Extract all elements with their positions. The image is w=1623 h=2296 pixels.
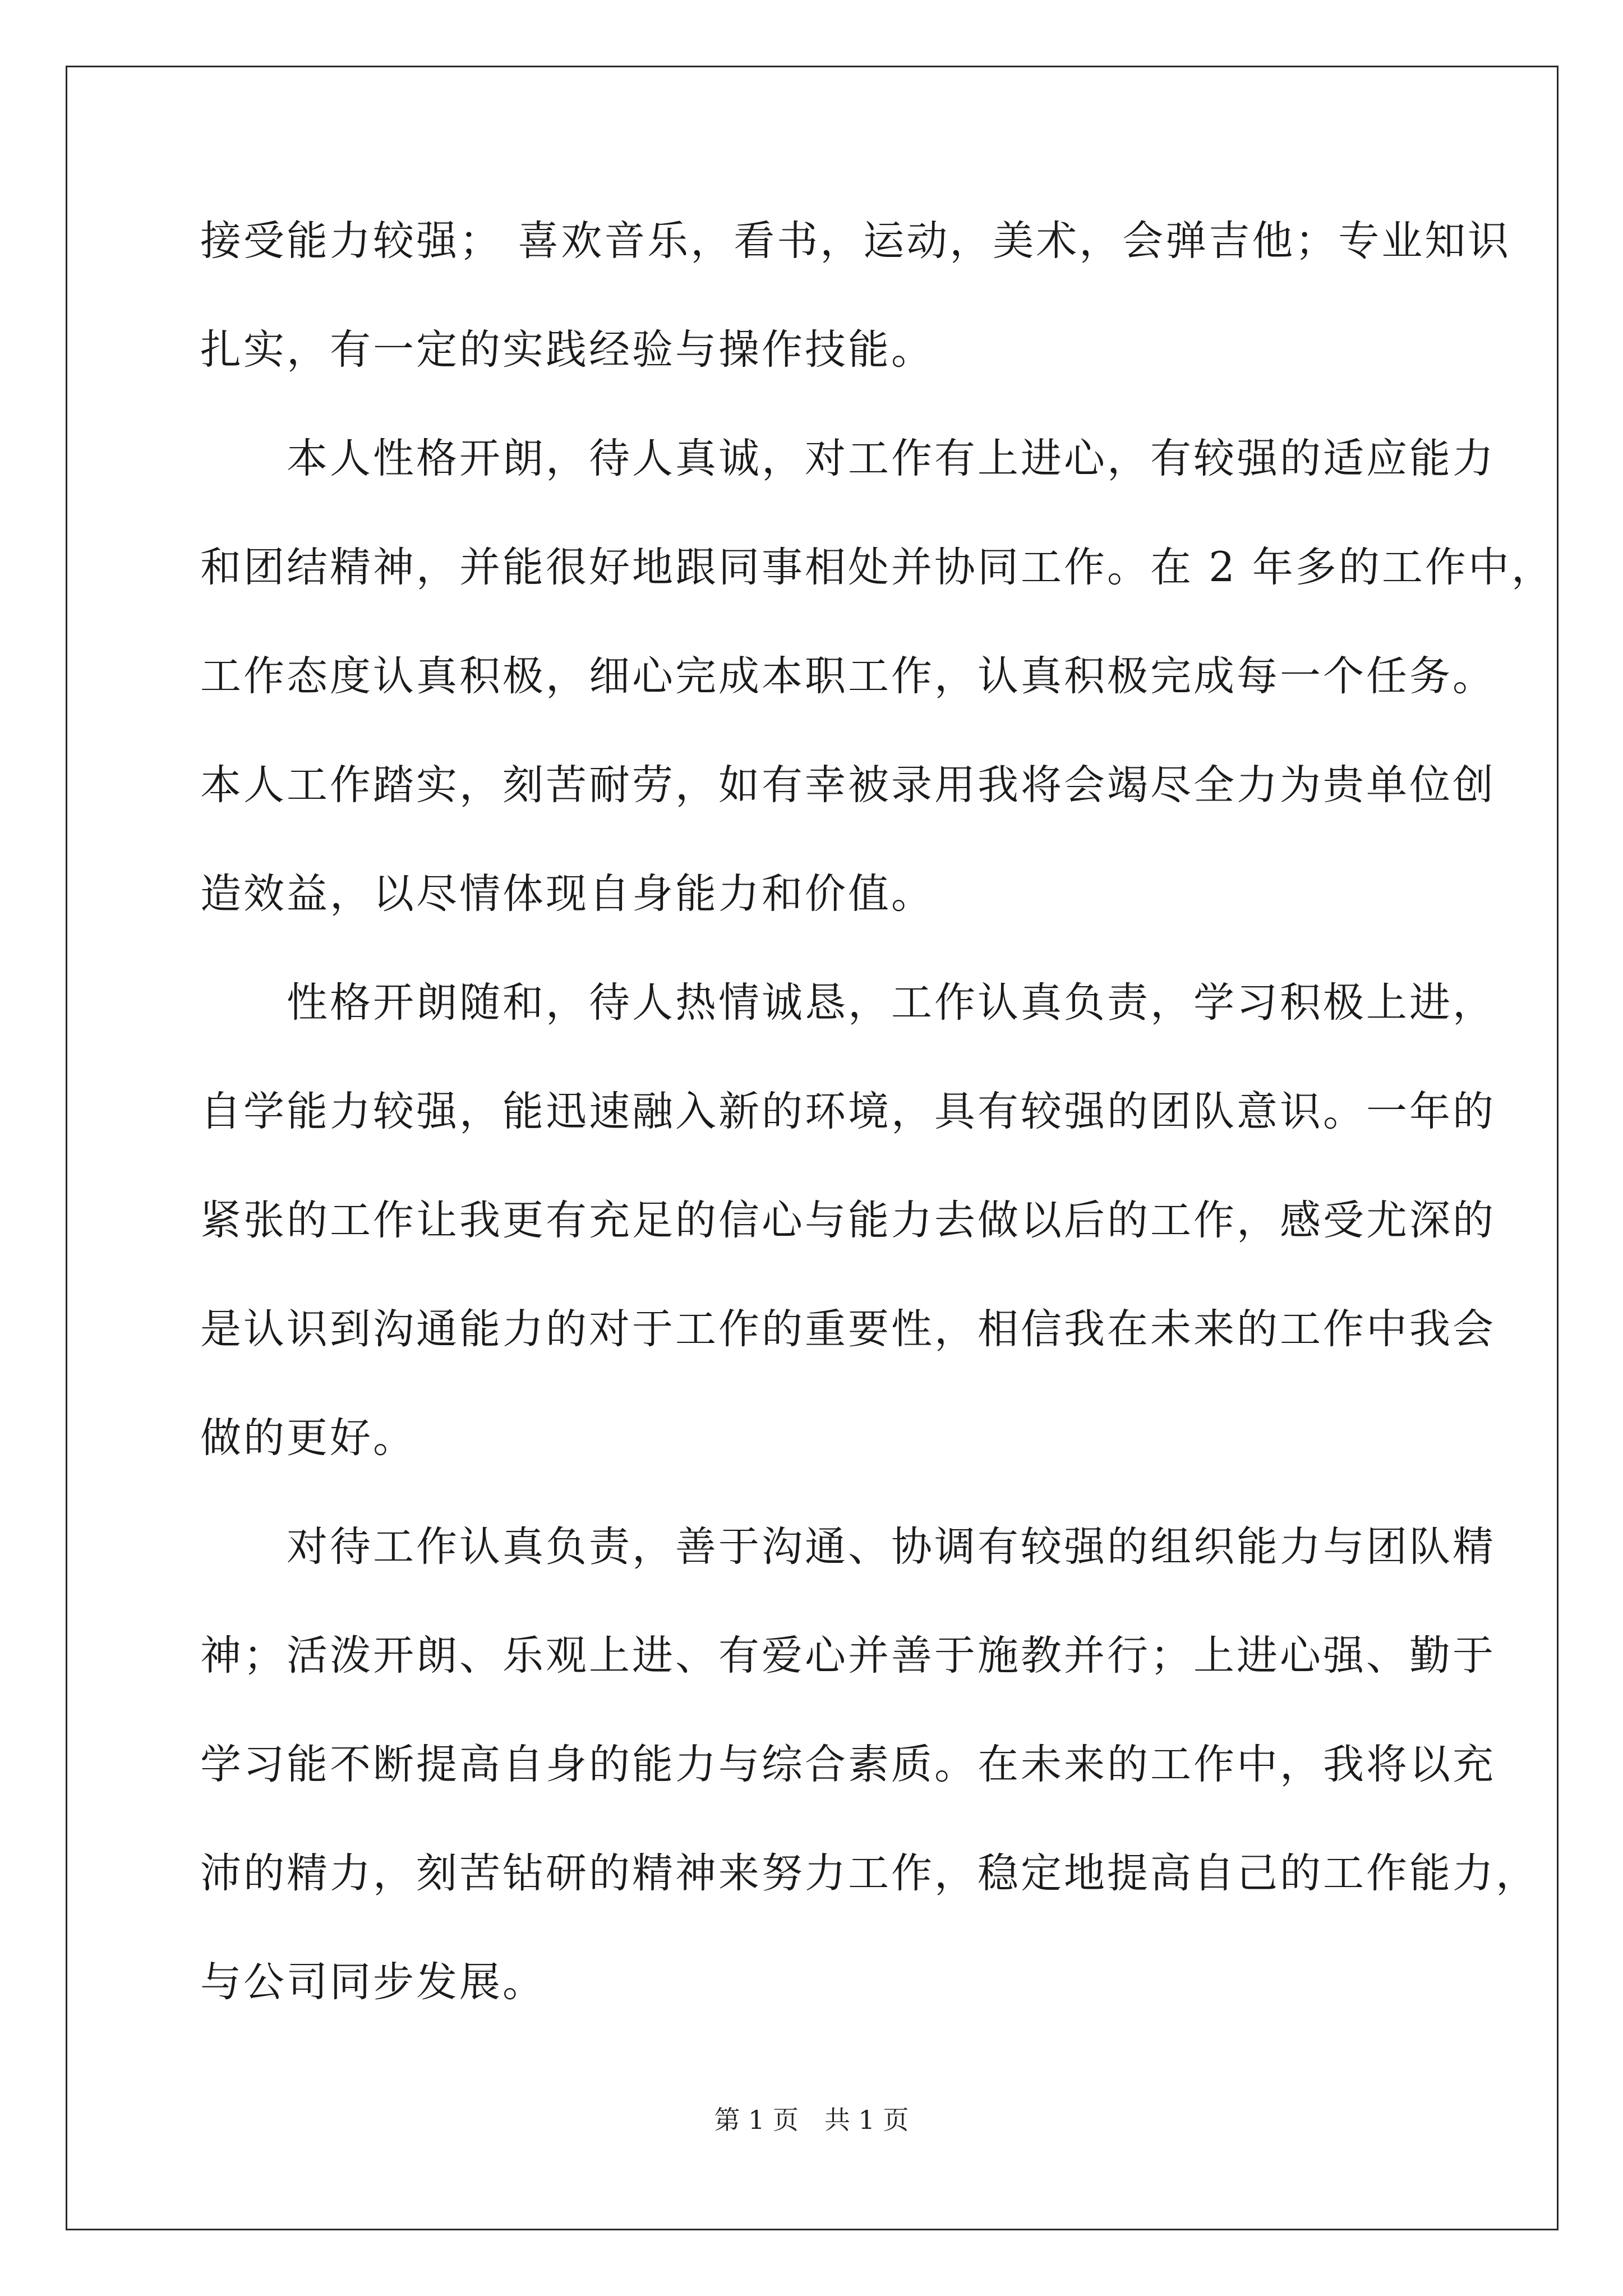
text-line: 本人工作踏实，刻苦耐劳，如有幸被录用我将会竭尽全力为贵单位创 bbox=[200, 761, 1496, 809]
text-line: 沛的精力，刻苦钻研的精神来努力工作，稳定地提高自己的工作能力， bbox=[200, 1849, 1539, 1897]
text-line: 扎实，有一定的实践经验与操作技能。 bbox=[200, 326, 934, 374]
page-number-footer: 第 1 页 共 1 页 bbox=[714, 2105, 909, 2135]
document-body bbox=[200, 211, 1555, 2061]
text-line: 工作态度认真积极，细心完成本职工作，认真积极完成每一个任务。 bbox=[200, 652, 1496, 700]
text-line: 做的更好。 bbox=[200, 1414, 416, 1462]
text-line: 接受能力较强； 喜欢音乐，看书，运动，美术，会弹吉他；专业知识 bbox=[200, 217, 1511, 265]
text-line: 造效益，以尽情体现自身能力和价值。 bbox=[200, 870, 934, 918]
text-line: 性格开朗随和，待人热情诚恳，工作认真负责，学习积极上进， bbox=[200, 979, 1496, 1027]
text-line: 与公司同步发展。 bbox=[200, 1958, 546, 2006]
text-line: 和团结精神，并能很好地跟同事相处并协同工作。在 2 年多的工作中， bbox=[200, 544, 1555, 591]
text-line: 对待工作认真负责，善于沟通、协调有较强的组织能力与团队精 bbox=[200, 1523, 1496, 1571]
text-line: 紧张的工作让我更有充足的信心与能力去做以后的工作，感受尤深的 bbox=[200, 1197, 1496, 1244]
text-line: 本人性格开朗，待人真诚，对工作有上进心，有较强的适应能力 bbox=[200, 435, 1496, 482]
text-line: 自学能力较强，能迅速融入新的环境，具有较强的团队意识。一年的 bbox=[200, 1088, 1496, 1135]
text-line: 是认识到沟通能力的对于工作的重要性，相信我在未来的工作中我会 bbox=[200, 1305, 1496, 1353]
text-line: 学习能不断提高自身的能力与综合素质。在未来的工作中，我将以充 bbox=[200, 1741, 1496, 1788]
text-line: 神；活泼开朗、乐观上进、有爱心并善于施教并行；上进心强、勤于 bbox=[200, 1632, 1496, 1680]
